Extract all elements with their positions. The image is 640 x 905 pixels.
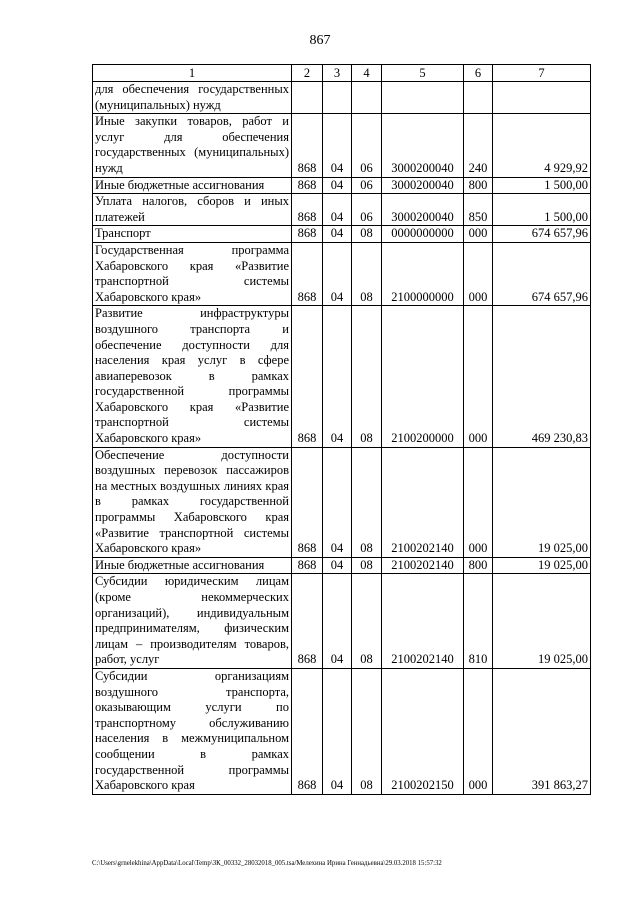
cell-section: 04 [323,447,352,557]
cell-ministry: 868 [292,242,323,305]
cell-ministry: 868 [292,226,323,243]
row-name: Развитие инфраструктуры воздушного транспорта и обеспечение доступности для населения края услуг в сфере авиаперевозок в рамках государственной программы Хабаровского края «Развитие транспортной системы Хабаровского края» [93,306,292,447]
row-name: Иные бюджетные ассигнования [93,177,292,194]
cell-subsection: 08 [352,447,382,557]
cell-section: 04 [323,194,352,226]
cell-subsection: 08 [352,226,382,243]
table-row [93,82,591,114]
cell-expense-type: 000 [464,226,493,243]
cell-amount: 1 500,00 [493,194,591,226]
cell-section: 04 [323,177,352,194]
row-name: Уплата налогов, сборов и иных платежей [93,194,292,226]
cell-subsection: 06 [352,114,382,177]
cell-subsection: 08 [352,574,382,669]
table-row [93,574,591,669]
cell-section: 04 [323,226,352,243]
footer-file-path: C:\Users\grnelekhina\AppData\Local\Temp\ЗК_00332_28032018_005.tsa/Мелехина Ирина Геннадьевна\29.03.2018 15:57:32 [92,860,442,867]
cell-subsection: 08 [352,306,382,447]
column-header: 2 [292,65,323,82]
row-name: Иные бюджетные ассигнования [93,557,292,574]
table-header-row [93,65,591,82]
cell-target-article: 2100202140 [382,557,464,574]
cell-target-article: 3000200040 [382,114,464,177]
budget-table [92,64,591,795]
table-row [93,177,591,194]
cell-section: 04 [323,668,352,794]
cell-target-article: 2100202140 [382,574,464,669]
cell-section: 04 [323,114,352,177]
cell-ministry: 868 [292,447,323,557]
cell-expense-type: 240 [464,114,493,177]
cell-expense-type [464,82,493,114]
cell-subsection: 06 [352,177,382,194]
cell-expense-type: 000 [464,447,493,557]
cell-target-article: 3000200040 [382,177,464,194]
column-header: 7 [493,65,591,82]
cell-amount: 674 657,96 [493,242,591,305]
cell-subsection: 08 [352,242,382,305]
table-row [93,114,591,177]
row-name: Субсидии юридическим лицам (кроме некоммерческих организаций), индивидуальным предпринимателям, физическим лицам – производителям товаров, работ, услуг [93,574,292,669]
table-row [93,306,591,447]
row-name: Иные закупки товаров, работ и услуг для обеспечения государственных (муниципальных) нужд [93,114,292,177]
table-row [93,447,591,557]
column-header: 1 [93,65,292,82]
cell-section: 04 [323,242,352,305]
cell-amount: 4 929,92 [493,114,591,177]
cell-target-article: 3000200040 [382,194,464,226]
cell-ministry [292,82,323,114]
cell-amount: 1 500,00 [493,177,591,194]
cell-amount: 469 230,83 [493,306,591,447]
cell-target-article: 2100202150 [382,668,464,794]
table-row [93,226,591,243]
table-row [93,242,591,305]
cell-target-article [382,82,464,114]
cell-expense-type: 800 [464,557,493,574]
cell-amount: 19 025,00 [493,447,591,557]
cell-subsection: 08 [352,557,382,574]
cell-subsection [352,82,382,114]
cell-amount: 19 025,00 [493,574,591,669]
column-header: 5 [382,65,464,82]
cell-target-article: 2100202140 [382,447,464,557]
cell-expense-type: 800 [464,177,493,194]
cell-amount: 391 863,27 [493,668,591,794]
table-row [93,668,591,794]
column-header: 4 [352,65,382,82]
row-name: Обеспечение доступности воздушных перевозок пассажиров на местных воздушных линиях края в рамках государственной программы Хабаровского края «Развитие транспортной системы Хабаровского края» [93,447,292,557]
cell-subsection: 06 [352,194,382,226]
cell-expense-type: 000 [464,668,493,794]
cell-ministry: 868 [292,177,323,194]
cell-expense-type: 000 [464,306,493,447]
cell-expense-type: 810 [464,574,493,669]
page-number: 867 [309,33,331,48]
cell-section [323,82,352,114]
cell-ministry: 868 [292,194,323,226]
cell-section: 04 [323,557,352,574]
cell-amount: 19 025,00 [493,557,591,574]
cell-subsection: 08 [352,668,382,794]
cell-ministry: 868 [292,114,323,177]
cell-target-article: 2100200000 [382,306,464,447]
cell-expense-type: 000 [464,242,493,305]
cell-section: 04 [323,306,352,447]
column-header: 6 [464,65,493,82]
cell-ministry: 868 [292,306,323,447]
cell-expense-type: 850 [464,194,493,226]
cell-ministry: 868 [292,668,323,794]
row-name: Субсидии организациям воздушного транспорта, оказывающим услуги по транспортному обслуживанию населения в межмуниципальном сообщении в рамках государственной программы Хабаровского края [93,668,292,794]
column-header: 3 [323,65,352,82]
cell-section: 04 [323,574,352,669]
cell-amount: 674 657,96 [493,226,591,243]
cell-ministry: 868 [292,557,323,574]
cell-amount [493,82,591,114]
row-name: Транспорт [93,226,292,243]
row-name: Государственная программа Хабаровского края «Развитие транспортной системы Хабаровского края» [93,242,292,305]
table-row [93,557,591,574]
row-name: для обеспечения государственных (муниципальных) нужд [93,82,292,114]
cell-target-article: 0000000000 [382,226,464,243]
cell-target-article: 2100000000 [382,242,464,305]
table-row [93,194,591,226]
cell-ministry: 868 [292,574,323,669]
